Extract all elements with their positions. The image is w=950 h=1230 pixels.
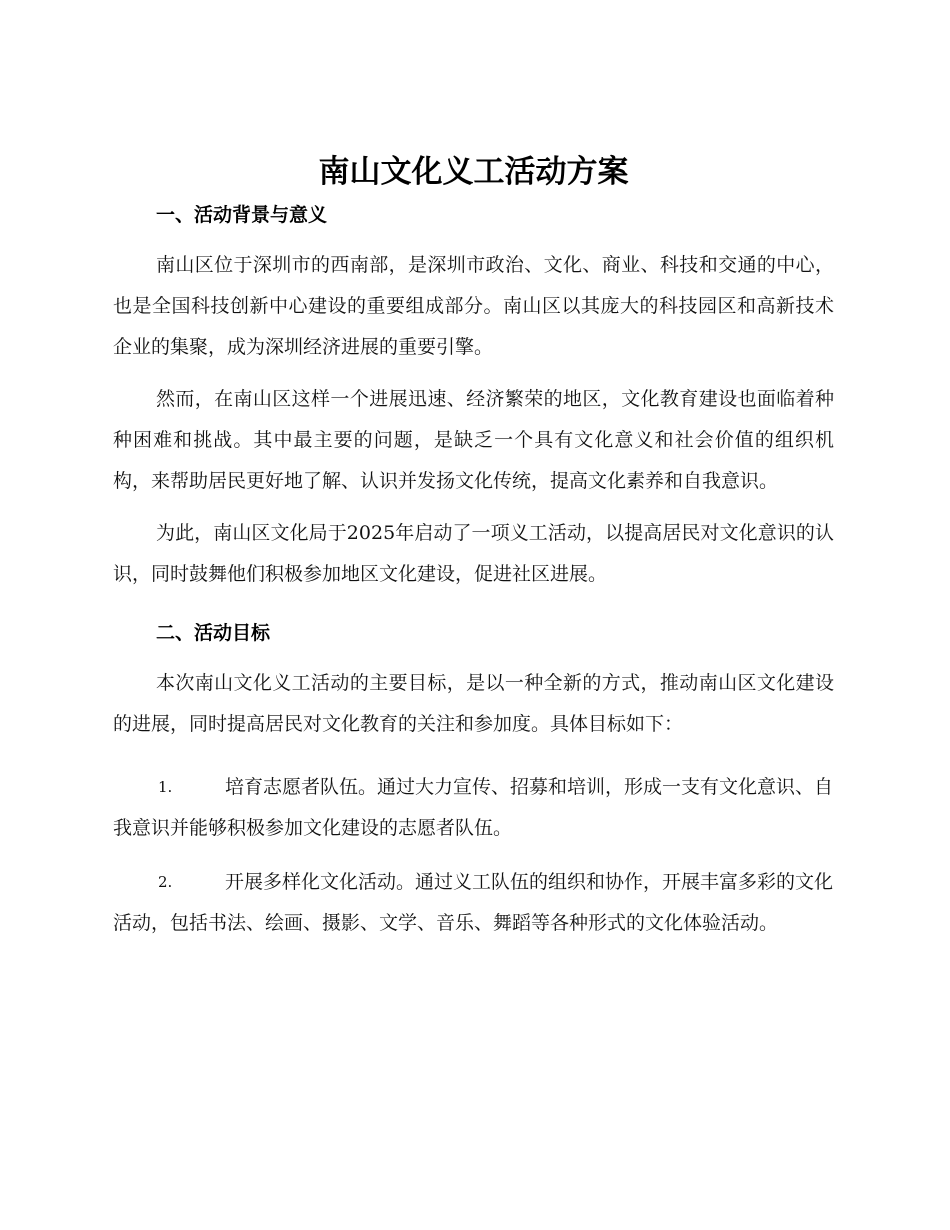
- paragraph: 南山区位于深圳市的西南部，是深圳市政治、文化、商业、科技和交通的中心，也是全国科技创新中心建设的重要组成部分。南山区以其庞大的科技园区和高新技术企业的集聚，成为深圳经济进展的重要引擎。: [113, 254, 834, 358]
- section-heading-background: 一、活动背景与意义: [156, 204, 328, 226]
- list-item: [113, 862, 834, 944]
- list-item-text: 培育志愿者队伍。通过大力宣传、招募和培训，形成一支有文化意识、自我意识并能够积极参加文化建设的志愿者队伍。: [113, 776, 834, 839]
- list-item-number: 1.: [158, 778, 173, 796]
- section-heading-goals: 二、活动目标: [156, 622, 271, 644]
- document-title: 南山文化义工活动方案: [318, 154, 629, 190]
- paragraph: 然而，在南山区这样一个进展迅速、经济繁荣的地区，文化教育建设也面临着种种困难和挑战。其中最主要的问题，是缺乏一个具有文化意义和社会价值的组织机构，来帮助居民更好地了解、认识并发扬文化传统，提高文化素养和自我意识。: [113, 388, 834, 492]
- list-item: [113, 767, 834, 849]
- paragraph: 本次南山文化义工活动的主要目标，是以一种全新的方式，推动南山区文化建设的进展，同时提高居民对文化教育的关注和参加度。具体目标如下：: [113, 672, 834, 735]
- list-item-number: 2.: [158, 873, 173, 891]
- paragraph: 为此，南山区文化局于2025年启动了一项义工活动，以提高居民对文化意识的认识，同时鼓舞他们积极参加地区文化建设，促进社区进展。: [113, 522, 834, 585]
- list-item-text: 开展多样化文化活动。通过义工队伍的组织和协作，开展丰富多彩的文化活动，包括书法、绘画、摄影、文学、音乐、舞蹈等各种形式的文化体验活动。: [113, 871, 834, 934]
